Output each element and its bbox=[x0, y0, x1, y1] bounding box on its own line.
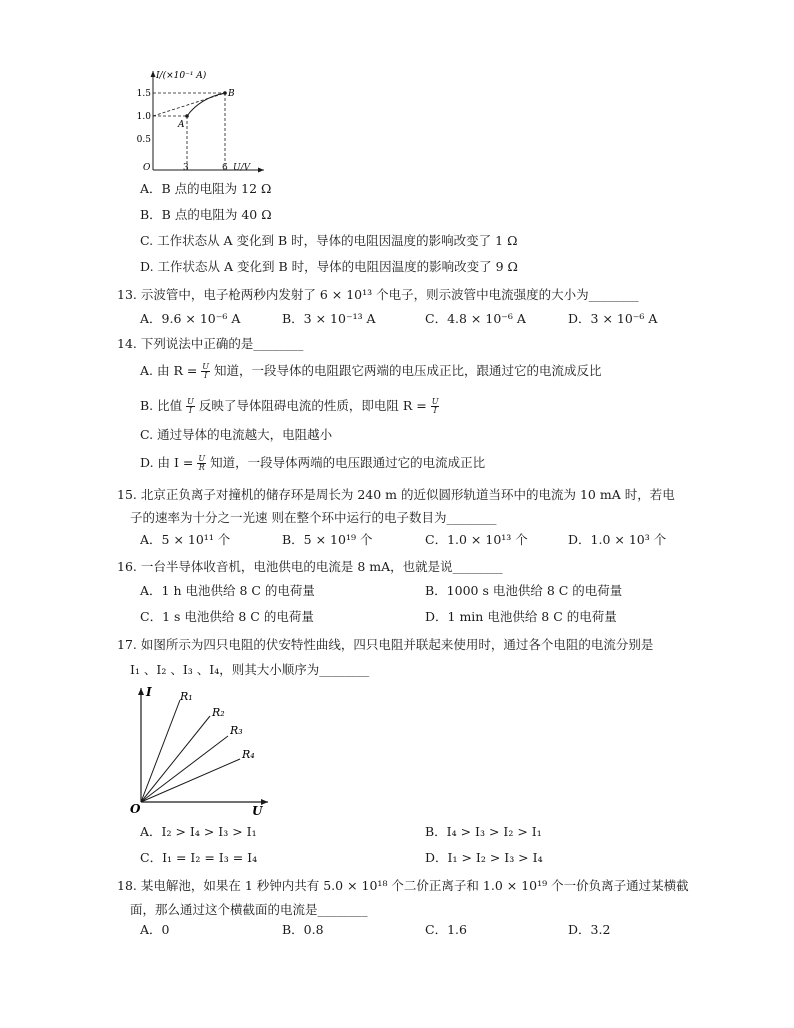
question-13-stem: 13. 示波管中，电子枪两秒内发射了 6 × 10¹³ 个电子，则示波管中电流强度的大小为________ bbox=[117, 287, 639, 302]
question-18-stem-line2: 面，那么通过这个横截面的电流是________ bbox=[130, 902, 368, 917]
option-b-prefix: B. 比值 bbox=[140, 398, 183, 413]
fraction-u-over-i: $\frac{U}{I}$ bbox=[431, 397, 439, 415]
resistor-iu-figure bbox=[128, 682, 273, 817]
option-c: C．1 s 电池供给 8 C 的电荷量 bbox=[140, 609, 314, 624]
option-b: B．3 × 10⁻¹³ A bbox=[282, 311, 376, 326]
fraction-u-over-i: $\frac{U}{I}$ bbox=[202, 362, 210, 380]
x-axis-label: U bbox=[252, 804, 263, 818]
option-c: C. 工作状态从 A 变化到 B 时，导体的电阻因温度的影响改变了 1 Ω bbox=[140, 233, 518, 248]
x-tick: 6 bbox=[222, 163, 228, 173]
option-b: B．1000 s 电池供给 8 C 的电荷量 bbox=[425, 583, 623, 598]
option-d: D．I₁ > I₂ > I₃ > I₄ bbox=[425, 850, 543, 865]
point-a-label: A bbox=[178, 120, 185, 130]
option-b: B．B 点的电阻为 40 Ω bbox=[140, 207, 272, 222]
label-r2: R₂ bbox=[212, 706, 225, 719]
option-b-text: 反映了导体阻碍电流的性质，即电阻 R = bbox=[198, 398, 427, 413]
option-d: D．3.2 bbox=[568, 922, 611, 937]
option-b: B．5 × 10¹⁹ 个 bbox=[282, 532, 373, 547]
option-b: B．0.8 bbox=[282, 922, 324, 937]
label-r4: R₄ bbox=[242, 748, 255, 761]
option-b: B．I₄ > I₃ > I₂ > I₁ bbox=[425, 824, 542, 839]
label-r1: R₁ bbox=[180, 690, 193, 703]
x-tick: 3 bbox=[183, 163, 189, 173]
y-tick: 1.0 bbox=[136, 112, 151, 122]
question-16-stem: 16. 一台半导体收音机，电池供电的电流是 8 mA，也就是说________ bbox=[117, 559, 503, 574]
option-a: A．I₂ > I₄ > I₃ > I₁ bbox=[140, 824, 257, 839]
question-17-stem-line2: I₁ 、I₂ 、I₃ 、I₄，则其大小顺序为________ bbox=[130, 662, 370, 677]
option-a bbox=[140, 363, 602, 380]
option-c: C．1.6 bbox=[425, 922, 467, 937]
option-d bbox=[140, 455, 485, 472]
option-a-prefix: A. 由 R = bbox=[140, 363, 198, 378]
option-a-text: 知道，一段导体的电阻跟它两端的电压成正比，跟通过它的电流成反比 bbox=[214, 363, 602, 378]
option-b bbox=[140, 398, 439, 415]
line-r4 bbox=[141, 759, 240, 802]
origin-label: O bbox=[130, 802, 141, 816]
y-tick: 0.5 bbox=[136, 135, 151, 145]
option-d-text: 知道，一段导体两端的电压跟通过它的电流成正比 bbox=[210, 455, 486, 470]
option-d: D. 工作状态从 A 变化到 B 时，导体的电阻因温度的影响改变了 9 Ω bbox=[140, 259, 518, 274]
question-15-stem-line1: 15. 北京正负离子对撞机的储存环是周长为 240 m 的近似圆形轨道当环中的电流为 10 mA 时，若电 bbox=[117, 487, 675, 502]
option-d: D．3 × 10⁻⁶ A bbox=[568, 311, 658, 326]
option-a: A．B 点的电阻为 12 Ω bbox=[140, 181, 272, 196]
point-b-label: B bbox=[228, 89, 235, 99]
option-a: A．1 h 电池供给 8 C 的电荷量 bbox=[140, 583, 315, 598]
option-d: D．1 min 电池供给 8 C 的电荷量 bbox=[425, 609, 617, 624]
line-r2 bbox=[141, 716, 210, 802]
option-c: C．I₁ = I₂ = I₃ = I₄ bbox=[140, 850, 258, 865]
fraction-u-over-r: $\frac{U}{R}$ bbox=[198, 454, 206, 472]
option-a: A．9.6 × 10⁻⁶ A bbox=[140, 311, 241, 326]
origin-label: O bbox=[143, 163, 151, 173]
option-c: C．1.0 × 10¹³ 个 bbox=[425, 532, 528, 547]
y-axis-label: I bbox=[146, 685, 152, 699]
y-tick: 1.5 bbox=[136, 89, 151, 99]
x-axis-label: U/V bbox=[233, 163, 251, 173]
option-c: C．4.8 × 10⁻⁶ A bbox=[425, 311, 526, 326]
label-r3: R₃ bbox=[230, 724, 243, 737]
option-a: A．5 × 10¹¹ 个 bbox=[140, 532, 231, 547]
option-d-prefix: D. 由 I = bbox=[140, 455, 194, 470]
question-14-stem: 14. 下列说法中正确的是________ bbox=[117, 336, 304, 351]
question-18-stem-line1: 18. 某电解池，如果在 1 秒钟内共有 5.0 × 10¹⁸ 个二价正离子和 1.0 × 10¹⁹ 个一价负离子通过某横截 bbox=[117, 878, 689, 893]
fraction-u-over-i: $\frac{U}{I}$ bbox=[187, 397, 194, 415]
y-axis-label: I/(×10⁻¹ A) bbox=[156, 71, 207, 81]
option-a: A．0 bbox=[140, 922, 170, 937]
option-d: D．1.0 × 10³ 个 bbox=[568, 532, 667, 547]
option-c: C. 通过导体的电流越大，电阻越小 bbox=[140, 427, 333, 442]
iu-graph-figure bbox=[136, 66, 270, 176]
question-15-stem-line2: 子的速率为十分之一光速 则在整个环中运行的电子数目为________ bbox=[130, 510, 497, 525]
question-17-stem-line1: 17. 如图所示为四只电阻的伏安特性曲线，四只电阻并联起来使用时，通过各个电阻的电流分别是 bbox=[117, 637, 654, 652]
